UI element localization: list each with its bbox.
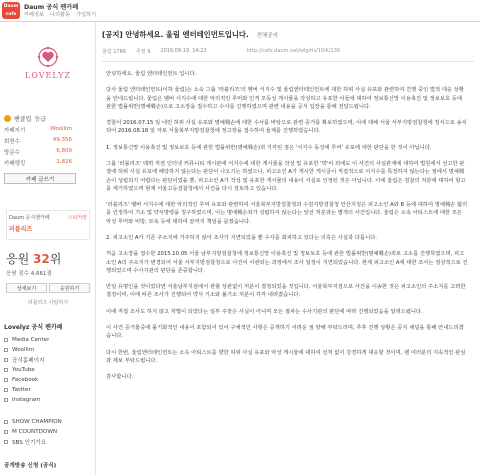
stat-row-members: 회원수 49,356 <box>4 137 72 145</box>
square-icon <box>4 388 8 392</box>
write-post-button[interactable]: 카페 글쓰기 <box>4 173 76 184</box>
grade-row <box>4 114 92 123</box>
post-paragraph: 안녕하세요. 울림 엔터테인먼트 입니다. <box>106 71 197 77</box>
menu-footer[interactable]: 공개방송 신청 (공식) <box>4 463 57 469</box>
stat-row-ranking: 카페랭킹 1,826 <box>4 159 72 167</box>
post-title: [공지] 안녕하세요. 울림 엔터테인먼트입니다. <box>102 30 249 39</box>
stat-row-manager: 카페지기 Woollim <box>4 126 72 134</box>
post-body <box>106 70 468 390</box>
menu-item-facebook[interactable]: Facebook <box>4 375 92 385</box>
post-category[interactable]: 전체공지 <box>256 33 278 39</box>
divider <box>102 61 474 62</box>
post-paragraph: 만일 유명인을 것이었다면 서울남부지검에서 관할 상관없이 처분이 결정되었을 것입니다. 서울북부지검으로 사건을 이송한 것은 피고소인의 주소지를 고려한 결정이며, 이에 따른 조사가 진행되어 약식 기소와 불기소 처분이 각각 내려졌습니다. <box>106 284 466 299</box>
daum-fancafe-banner[interactable] <box>6 210 90 240</box>
rank-detail-button[interactable]: 상세보기 <box>6 283 47 293</box>
post-paragraph: 2. 피고소인 A가 기존 주소지에 거주하지 않아 조사가 지연되었을 뿐 수사를 회피하고 있다는 의혹은 사실과 다릅니다. <box>106 234 377 241</box>
post-header <box>102 28 480 42</box>
rank-cheer-button[interactable]: 응원하기 <box>49 283 90 293</box>
cafe-header <box>0 0 480 22</box>
post-paragraph: 그룹 '러블리즈' 데뷔 직전 인터넷 커뮤니티 게시판에 서지수에 대한 게시물을 작성 및 유포한 '박'씨 외에도 이 사건의 사실관계에 대하여 법원에서 선고한 판결에 허위 사실 유포에 해당하지 않는다는 판단이 나오기는 하였으나, 피고소인 A가 게시한 게시글이 직접적으로 서지수를 특정하지 않는다는 점에서 명예훼손이 성립되기 어렵다는 판단이었을 뿐, 피고소인 A가 작성 및 유포한 게시물의 내용이 사실로 인정된 것은 아닙니다. 이에 울림은 검찰의 처분에 대하여 항고를 제기하였으며 현재 서울고등검찰청에서 사건을 다시 검토하고 있습니다. <box>106 161 466 192</box>
square-icon <box>4 430 8 434</box>
square-icon <box>4 378 8 382</box>
post-paragraph: 경찰이 2016.07.15 일 내린 허위 사실 유포와 명예훼손에 대한 수사를 바탕으로 관련 증거를 확보하였으며, 이에 대해 서울 서부지방검찰청에 정식으로 송치되어 2016.08.18 일 자로 서울북부지방검찰청에 정고장을 접수하여 율계를 진행하였습니다. <box>106 120 467 135</box>
post-meta <box>102 48 474 58</box>
sidebar-menu <box>4 322 92 469</box>
post-url[interactable]: http://cafe.daum.net/wlgirls/1SIK/136 <box>246 48 341 54</box>
support-rank <box>6 250 90 306</box>
cafe-info <box>4 114 92 184</box>
square-icon <box>4 420 8 424</box>
square-icon <box>4 440 8 444</box>
header-link-activity[interactable]: 나의활동 <box>50 12 71 18</box>
menu-item-sbs-inkigayo[interactable]: SBS 인기가요 <box>4 437 92 447</box>
menu-title[interactable]: Lovelyz 공식 팬카페 <box>4 324 63 331</box>
menu-item-woollim[interactable]: Woollim <box>4 345 92 355</box>
post-paragraph: 다시 한번, 울림엔터테인먼트는 소속 아티스트를 향한 허위 사실 유포와 악성 게시물에 대하여 선처 없이 강경하게 대응할 것이며, 팬 여러분의 지속적인 관심과 제보 부탁드립니다. <box>106 349 466 364</box>
menu-item-twitter[interactable]: Twitter <box>4 385 92 395</box>
post-paragraph: 처음 고소장을 접수한 2015.10.05 서울 남부지방검찰청에 정보통신망 이용촉진 및 정보보호 등에 관한 법률위반(명예훼손)죄로 고소를 진행하였으며, 피고소인 A의 주소지가 변경되어 서울 서부지방검찰청으로 사건이 이관되는 과정에서 조사 일정이 지연되었습니다. 현재 피고소인 A에 대한 조사는 정상적으로 진행되었으며 수사기관의 판단을 존중합니다. <box>106 251 468 274</box>
square-icon <box>4 338 8 342</box>
square-icon <box>4 348 8 352</box>
post-date: 2016.09.19. 14:22 <box>160 48 207 54</box>
logo-word: LOVELYZ <box>25 70 71 80</box>
grade-icon <box>4 115 11 122</box>
post-paragraph: 감사합니다. <box>106 374 134 381</box>
header-links <box>24 11 96 18</box>
post-paragraph: 이 사건 증거물중에 몰기화적인 내용이 포함되어 있어 구체적인 사항은 공개하기 어려운 점 양해 부탁드리며, 추후 진행 상황은 공식 채널을 통해 안내드리겠습니다. <box>106 325 464 340</box>
lovelyz-emblem-icon <box>36 45 60 69</box>
grade-title: 팬클럽 <box>14 116 32 123</box>
daum-logo[interactable]: Daum cafe <box>3 4 19 17</box>
square-icon <box>4 398 8 402</box>
menu-item-media-center[interactable]: Media Center <box>4 335 92 345</box>
post-likes: 추천 9 <box>135 49 151 55</box>
grade-label: 등급 <box>34 116 46 123</box>
banner-tag: 스티커컴 <box>67 215 87 221</box>
post-paragraph: 1. 정보통신망 이용촉진 및 정보보호 등에 관한 법률위반(명예훼손)죄 기각된 점은 '서지수 동성애 루머' 유포에 대한 판단을 한 것이 아닙니다. <box>106 144 432 151</box>
square-icon <box>4 358 8 362</box>
post-paragraph: '러블리즈' 멤버 서지수에 대한 악의적인 루머 유포와 관련하여 서울북부지방검찰청과 수원지방검찰청 안산지청은 피고소인 A와 B 등에 대하여 명예훼손 혐의를 인정하여 기소 및 약식명령을 청구하였으며, 이는 명예훼손죄가 성립하지 않는다는 앞선 처분과는 별개의 사건입니다. 울림은 소속 아티스트에 대한 모든 악성 루머와 비방, 모욕 등에 대하여 끝까지 책임을 묻겠습니다. <box>106 202 468 225</box>
post-paragraph: 이에 직접 조사도 하지 않고 처벌이 되었다는 일부 주장은 사실이 아니며 모든 절차는 수사기관의 판단에 따라 진행되었음을 알려드립니다. <box>106 308 423 315</box>
banner-line2: 러블리즈 <box>9 226 33 233</box>
sidebar <box>0 22 96 475</box>
banner-line1: Daum 공식팬카페 <box>9 215 50 221</box>
post-author[interactable]: 울림 1766 <box>102 49 126 55</box>
menu-item-m-countdown[interactable]: M COUNTDOWN <box>4 427 92 437</box>
post-paragraph: 당사 울림 엔터테인먼트(이하 울림)는 소속 그룹 '러블리즈'의 멤버 서지수 및 울림엔터테인먼트에 대한 허위 사실 유포와 관련하여 진행 중인 법적 대응 상황을 안내드립니다. 울림은 멤버 서지수에 대한 악의적인 루머와 인격 모독성 게시물을 작성하고 유포한 이들에 대하여 정보통신망 이용촉진 및 정보보호 등에 관한 법률위반(명예훼손)으로 고소장을 접수하고 수사를 진행하였으며 관련 내용을 공식 입장을 통해 전달드립니다. <box>106 87 464 110</box>
cafe-logo[interactable] <box>4 36 92 88</box>
cafe-name[interactable]: Daum 공식 팬카페 <box>24 4 79 11</box>
rank-value: 응원 32위 <box>6 252 62 266</box>
rank-score: 응원 점수 4,661점 <box>6 271 52 277</box>
header-link-info[interactable]: 카페정보 <box>24 12 45 18</box>
menu-item-youtube[interactable]: YouTube <box>4 365 92 375</box>
rank-buttons <box>6 283 90 293</box>
post-view <box>96 22 480 475</box>
menu-item-show-champion[interactable]: SHOW CHAMPION <box>4 417 92 427</box>
fan-link[interactable]: 러블리즈 사랑하기 <box>27 300 69 306</box>
square-icon <box>4 368 8 372</box>
stat-row-visits: 방문수 6,809 <box>4 148 72 156</box>
menu-item-homepage[interactable]: 공식홈페이지 <box>4 355 92 365</box>
header-link-join[interactable]: 가입하기 <box>76 12 97 18</box>
menu-item-instagram[interactable]: Instagram <box>4 395 92 405</box>
